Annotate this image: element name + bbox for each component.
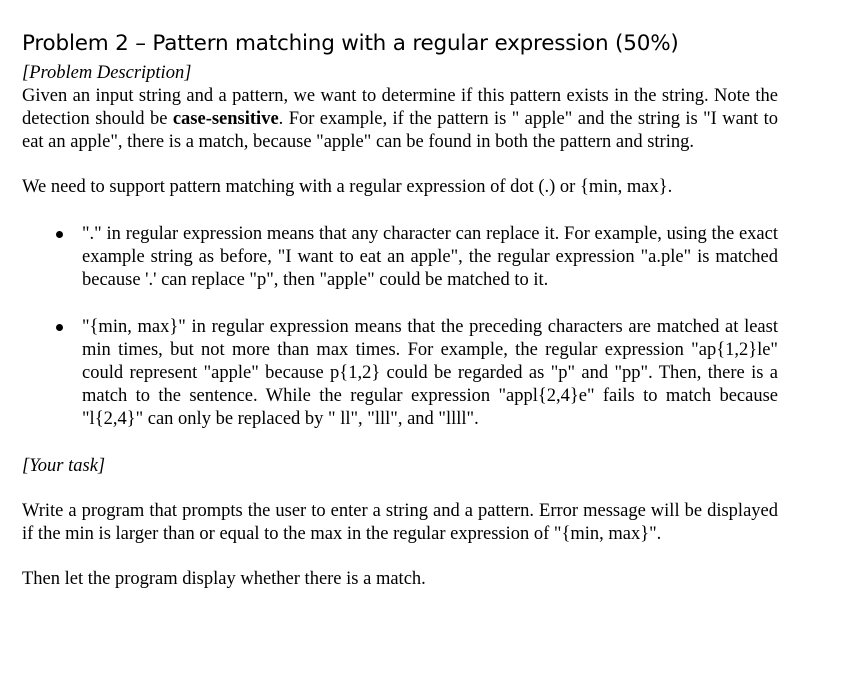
intro-text-2: . For example, if the pattern is " apple" and the string is "I want to eat an apple", there is a match, because "apple" can be found in both the pattern and string. xyxy=(22,109,778,152)
list-item xyxy=(22,223,778,292)
document-page xyxy=(22,30,778,591)
intro-paragraph xyxy=(22,85,778,154)
list-item-text: "." in regular expression means that any character can replace it. For example, using the exact example string as before, "I want to eat an apple", the regular expression "a.ple" is matched because '.' can replace "p", then "apple" could be matched to it. xyxy=(82,224,778,290)
bullet-icon xyxy=(56,231,63,238)
rules-list xyxy=(22,223,778,431)
list-item-text: "{min, max}" in regular expression means that the preceding characters are matched at least min times, but not more than max times. For example, the regular expression "ap{1,2}le" could represent "apple" because p{1,2} could be regarded as "p" and "pp". Then, there is a match to the sentence. While the regular expression "appl{2,4}e" fails to match because "l{2,4}" can only be replaced by " ll", "lll", and "llll". xyxy=(82,317,778,429)
list-item xyxy=(22,316,778,431)
task-paragraph: Write a program that prompts the user to enter a string and a pattern. Error message will be displayed if the min is larger than or equal to the max in the regular expression of "{min, max}". xyxy=(22,501,778,544)
intro-bold-text: case-sensitive xyxy=(172,109,279,129)
description-heading: [Problem Description] xyxy=(22,63,192,83)
intro-text-1: Given an input string and a pattern, we want to determine if this pattern exists in the string. Note the detection should be xyxy=(22,86,778,129)
task-heading: [Your task] xyxy=(22,456,106,476)
problem-title: Problem 2 – Pattern matching with a regular expression (50%) xyxy=(22,31,679,56)
final-paragraph: Then let the program display whether there is a match. xyxy=(22,569,426,589)
bullet-icon xyxy=(56,324,63,331)
support-paragraph: We need to support pattern matching with a regular expression of dot (.) or {min, max}. xyxy=(22,177,673,197)
